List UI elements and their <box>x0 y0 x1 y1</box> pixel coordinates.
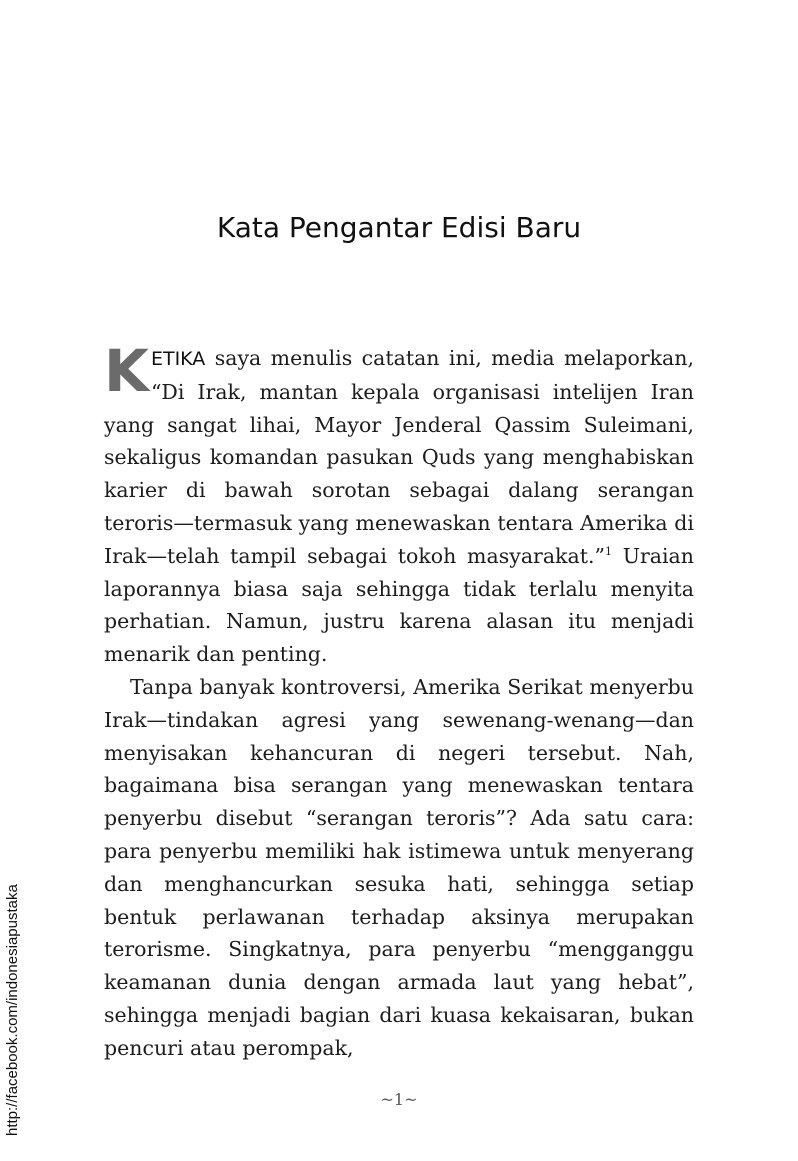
paragraph-1-tail: Uraian laporannya biasa saja sehingga tidak terlalu menyita perhatian. Namun, justru karena alasan itu menjadi menarik dan penting. <box>104 543 694 667</box>
side-watermark-url: http://facebook.com/indonesiapustaka <box>4 884 21 1136</box>
page-title: Kata Pengantar Edisi Baru <box>216 210 582 244</box>
dropcap-letter: K <box>104 337 149 405</box>
body-text <box>104 337 694 1065</box>
footnote-ref[interactable]: 1 <box>604 544 612 558</box>
page-number: ~1~ <box>380 1090 418 1109</box>
first-word-caps: ETIKA <box>150 348 206 370</box>
paragraph-2: Tanpa banyak kontroversi, Amerika Serikat menyerbu Irak—tindakan agresi yang sewenang-wenang—dan menyisakan kehancuran di negeri tersebut. Nah, bagaimana bisa serangan yang menewaskan tentara penyerbu disebut “serangan teroris”? Ada satu cara: para penyerbu memiliki hak istimewa untuk menyerang dan menghancurkan sesuka hati, sehingga setiap bentuk perlawanan terhadap aksinya merupakan terorisme. Singkatnya, para penyerbu “mengganggu keamanan dunia dengan armada laut yang hebat”, sehingga menjadi bagian dari kuasa kekaisaran, bukan pencuri atau perompak, <box>104 674 694 1060</box>
paragraph-1-text: saya menulis catatan ini, media melaporkan, “Di Irak, mantan kepala organisasi intelijen Iran yang sangat lihai, Mayor Jenderal Qassim Suleimani, sekaligus komandan pasukan Quds yang menghabiskan karier di bawah sorotan sebagai dalang serangan teroris—termasuk yang menewaskan tentara Amerika di Irak—telah tampil sebagai tokoh masyarakat.” <box>104 346 694 568</box>
paragraph-1 <box>104 337 694 671</box>
